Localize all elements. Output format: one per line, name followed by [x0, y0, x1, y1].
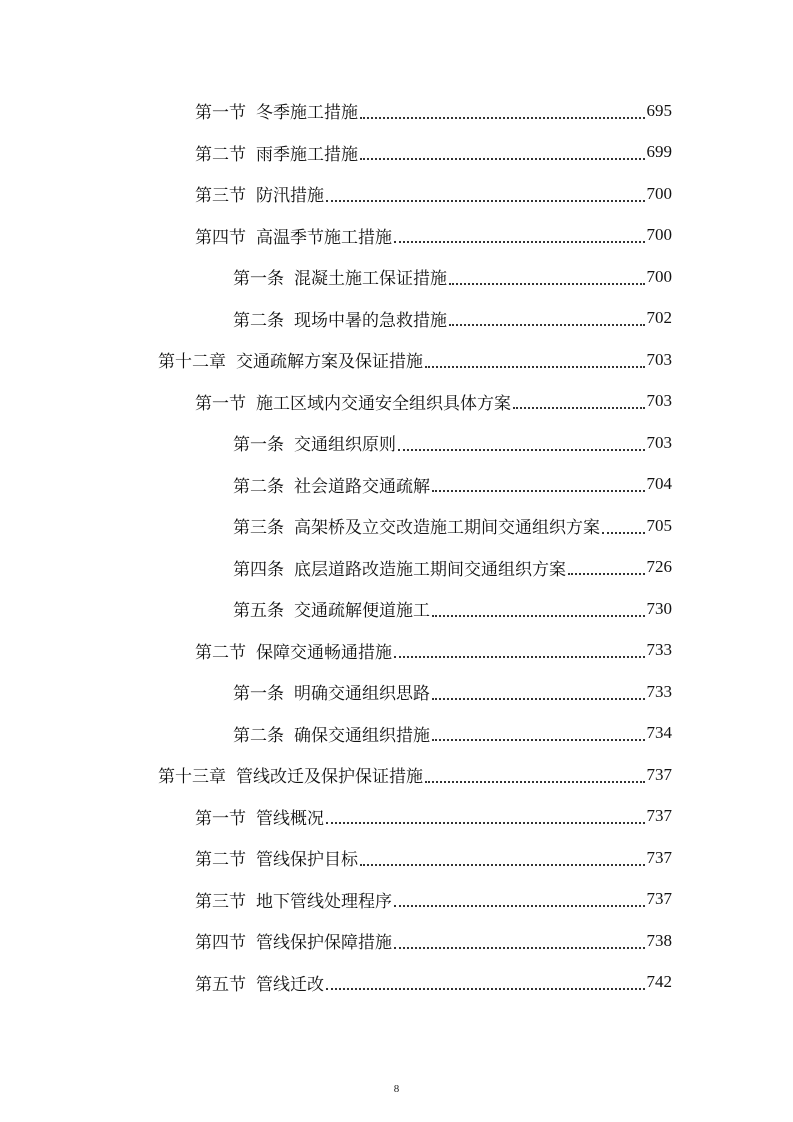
toc-entry-page: 695 — [646, 100, 672, 120]
toc-entry-number: 第一条 — [233, 684, 284, 705]
toc-entry-title: 现场中暑的急救措施 — [294, 310, 447, 331]
toc-entry-number: 第四节 — [195, 227, 246, 248]
dot-leader — [432, 697, 645, 700]
toc-entry-number: 第五条 — [233, 601, 284, 622]
toc-entry-title: 交通组织原则 — [294, 435, 396, 456]
table-of-contents — [0, 90, 793, 1003]
toc-entry-number: 第十三章 — [158, 767, 226, 788]
toc-entry-page: 734 — [646, 723, 672, 743]
toc-entry — [0, 298, 793, 340]
toc-entry-page: 705 — [646, 515, 672, 535]
toc-entry-title: 施工区域内交通安全组织具体方案 — [256, 393, 511, 414]
dot-leader — [394, 904, 645, 907]
toc-entry-page: 699 — [646, 142, 672, 162]
toc-entry — [0, 837, 793, 879]
toc-entry-title: 防汛措施 — [256, 186, 324, 207]
toc-entry-title: 明确交通组织思路 — [294, 684, 430, 705]
toc-entry-title: 混凝土施工保证措施 — [294, 269, 447, 290]
toc-entry-page: 733 — [646, 640, 672, 660]
toc-entry — [0, 90, 793, 132]
toc-entry-number: 第一节 — [195, 808, 246, 829]
toc-entry-page: 703 — [646, 391, 672, 411]
dot-leader — [360, 157, 645, 160]
toc-entry-page: 703 — [646, 432, 672, 452]
toc-entry-number: 第一节 — [195, 103, 246, 124]
dot-leader — [449, 282, 645, 285]
dot-leader — [394, 655, 645, 658]
dot-leader — [425, 365, 645, 368]
toc-entry-number: 第二条 — [233, 725, 284, 746]
toc-entry-page: 742 — [646, 972, 672, 992]
dot-leader — [568, 572, 645, 575]
toc-entry-page: 737 — [646, 889, 672, 909]
toc-entry — [0, 173, 793, 215]
toc-entry-page: 700 — [646, 225, 672, 245]
toc-entry-number: 第二节 — [195, 850, 246, 871]
toc-entry-number: 第十二章 — [158, 352, 226, 373]
toc-entry — [0, 630, 793, 672]
toc-entry-number: 第二条 — [233, 476, 284, 497]
toc-entry-title: 保障交通畅通措施 — [256, 642, 392, 663]
toc-entry-page: 737 — [646, 764, 672, 784]
dot-leader — [432, 738, 645, 741]
toc-entry-number: 第一条 — [233, 269, 284, 290]
toc-entry-page: 737 — [646, 806, 672, 826]
toc-entry-number: 第三节 — [195, 186, 246, 207]
toc-entry-page: 737 — [646, 847, 672, 867]
toc-entry-number: 第四节 — [195, 933, 246, 954]
toc-entry-number: 第一节 — [195, 393, 246, 414]
toc-entry-number: 第三节 — [195, 891, 246, 912]
toc-entry-number: 第五节 — [195, 974, 246, 995]
toc-entry-page: 726 — [646, 557, 672, 577]
toc-entry — [0, 713, 793, 755]
dot-leader — [449, 323, 645, 326]
toc-entry-page: 702 — [646, 308, 672, 328]
toc-entry-page: 703 — [646, 349, 672, 369]
toc-entry-title: 冬季施工措施 — [256, 103, 358, 124]
toc-chapter-entry — [0, 339, 793, 381]
toc-entry — [0, 422, 793, 464]
toc-entry-number: 第二条 — [233, 310, 284, 331]
dot-leader — [432, 614, 645, 617]
toc-entry — [0, 879, 793, 921]
toc-entry-number: 第二节 — [195, 144, 246, 165]
toc-entry-title: 管线概况 — [256, 808, 324, 829]
dot-leader — [326, 821, 645, 824]
dot-leader — [326, 199, 645, 202]
dot-leader — [326, 987, 645, 990]
toc-entry — [0, 464, 793, 506]
page-number: 8 — [393, 1083, 400, 1095]
toc-entry — [0, 920, 793, 962]
toc-entry — [0, 132, 793, 174]
toc-entry-number: 第四条 — [233, 559, 284, 580]
toc-entry-page: 700 — [646, 266, 672, 286]
dot-leader — [394, 240, 645, 243]
dot-leader — [513, 406, 645, 409]
toc-entry — [0, 547, 793, 589]
toc-entry — [0, 962, 793, 1004]
toc-entry-page: 738 — [646, 930, 672, 950]
toc-entry-title: 雨季施工措施 — [256, 144, 358, 165]
dot-leader — [432, 489, 645, 492]
toc-entry — [0, 505, 793, 547]
dot-leader — [360, 116, 645, 119]
toc-entry-title: 管线保护目标 — [256, 850, 358, 871]
dot-leader — [360, 863, 645, 866]
toc-entry-title: 高温季节施工措施 — [256, 227, 392, 248]
toc-entry-title: 地下管线处理程序 — [256, 891, 392, 912]
toc-entry-title: 交通疏解方案及保证措施 — [236, 352, 423, 373]
toc-entry — [0, 588, 793, 630]
toc-entry-page: 704 — [646, 474, 672, 494]
toc-chapter-entry — [0, 754, 793, 796]
toc-entry-title: 管线迁改 — [256, 974, 324, 995]
toc-entry-page: 733 — [646, 681, 672, 701]
toc-entry — [0, 215, 793, 257]
toc-entry-title: 高架桥及立交改造施工期间交通组织方案 — [294, 518, 600, 539]
toc-entry-title: 确保交通组织措施 — [294, 725, 430, 746]
toc-entry-number: 第三条 — [233, 518, 284, 539]
toc-entry — [0, 796, 793, 838]
dot-leader — [398, 448, 645, 451]
toc-entry — [0, 256, 793, 298]
toc-entry-number: 第二节 — [195, 642, 246, 663]
toc-entry-number: 第一条 — [233, 435, 284, 456]
toc-entry-page: 700 — [646, 183, 672, 203]
toc-entry-title: 管线改迁及保护保证措施 — [236, 767, 423, 788]
dot-leader — [602, 531, 645, 534]
toc-entry — [0, 671, 793, 713]
toc-entry-title: 管线保护保障措施 — [256, 933, 392, 954]
toc-entry-page: 730 — [646, 598, 672, 618]
dot-leader — [394, 946, 645, 949]
toc-entry-title: 社会道路交通疏解 — [294, 476, 430, 497]
toc-entry-title: 交通疏解便道施工 — [294, 601, 430, 622]
dot-leader — [425, 780, 645, 783]
toc-entry — [0, 381, 793, 423]
toc-entry-title: 底层道路改造施工期间交通组织方案 — [294, 559, 566, 580]
